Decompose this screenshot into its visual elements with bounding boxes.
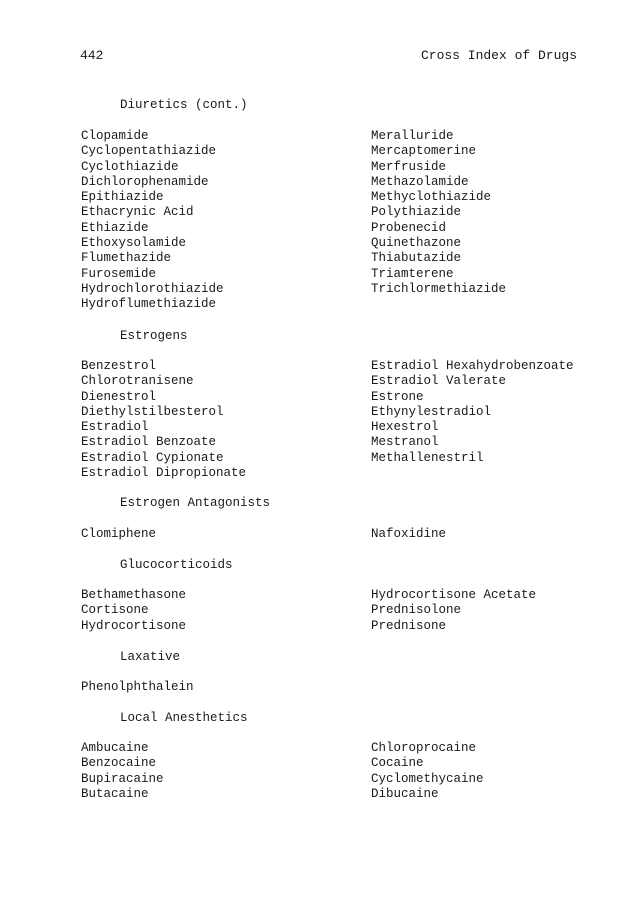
drug-entry: Hydrocortisone Acetate [371,588,537,602]
drug-entry: Quinethazone [371,236,462,251]
section-heading-laxative: Laxative [120,650,181,664]
drug-entry: Ethiazide [81,220,149,235]
drug-entry: Dienestrol [81,389,157,404]
drug-entry: Hydrocortisone [81,618,187,633]
drug-entry: Ethoxysolamide [81,236,187,251]
drug-list-estrogen-antagonists-right [371,527,446,542]
drug-entry: Hydroflumethiazide [81,297,217,312]
drug-entry: Estradiol Valerate [371,374,507,389]
drug-entry: Methallenestril [371,450,484,465]
drug-entry: Estradiol [81,420,149,435]
drug-entry: Polythiazide [371,205,462,220]
drug-entry: Diethylstilbesterol [81,404,224,419]
drug-entry: Ambucaine [81,741,149,755]
section-heading-diuretics: Diuretics (cont.) [120,98,248,112]
section-heading-local-anesthetics: Local Anesthetics [120,711,248,725]
drug-list-estrogens-right [371,359,574,466]
drug-entry: Cyclothiazide [81,159,179,174]
drug-entry: Prednisone [371,618,447,633]
drug-entry: Cortisone [81,603,149,618]
section-heading-estrogens: Estrogens [120,329,188,343]
drug-entry: Nafoxidine [371,527,447,541]
drug-list-laxative-left [81,680,194,695]
drug-entry: Furosemide [81,266,157,281]
drug-entry: Dichlorophenamide [81,174,209,189]
drug-list-diuretics-left [81,129,224,313]
drug-list-glucocorticoids-left [81,588,186,634]
drug-list-local-anesthetics-left [81,741,164,802]
drug-list-estrogens-left [81,359,246,481]
drug-entry: Estrone [371,389,424,404]
drug-entry: Clopamide [81,129,149,143]
drug-entry: Estradiol Hexahydrobenzoate [371,359,574,373]
page-number: 442 [80,48,104,63]
drug-list-diuretics-right [371,129,506,297]
drug-entry: Triamterene [371,266,454,281]
drug-entry: Cyclomethycaine [371,771,484,786]
drug-entry: Cyclopentathiazide [81,144,217,159]
drug-entry: Chloroprocaine [371,741,477,755]
drug-entry: Probenecid [371,220,447,235]
drug-entry: Estradiol Dipropionate [81,466,247,481]
drug-entry: Prednisolone [371,603,462,618]
drug-entry: Hydrochlorothiazide [81,281,224,296]
drug-list-local-anesthetics-right [371,741,484,802]
drug-entry: Trichlormethiazide [371,281,507,296]
running-head: Cross Index of Drugs [420,48,577,63]
drug-entry: Estradiol Cypionate [81,450,224,465]
drug-entry: Methazolamide [371,174,469,189]
drug-entry: Methyclothiazide [371,190,492,205]
drug-entry: Phenolphthalein [81,680,194,694]
section-heading-estrogen-antagonists: Estrogen Antagonists [120,496,271,510]
drug-entry: Thiabutazide [371,251,462,266]
drug-entry: Estradiol Benzoate [81,435,217,450]
drug-entry: Butacaine [81,786,149,801]
drug-entry: Clomiphene [81,527,157,541]
drug-entry: Chlorotranisene [81,374,194,389]
drug-entry: Flumethazide [81,251,172,266]
drug-entry: Epithiazide [81,190,164,205]
drug-entry: Dibucaine [371,786,439,801]
drug-entry: Bethamethasone [81,588,187,602]
drug-list-estrogen-antagonists-left [81,527,156,542]
drug-entry: Hexestrol [371,420,439,435]
drug-entry: Ethynylestradiol [371,404,492,419]
section-heading-glucocorticoids: Glucocorticoids [120,558,233,572]
drug-entry: Benzocaine [81,756,157,771]
drug-list-glucocorticoids-right [371,588,536,634]
drug-entry: Mestranol [371,435,439,450]
drug-entry: Bupiracaine [81,771,164,786]
drug-entry: Ethacrynic Acid [81,205,194,220]
drug-entry: Benzestrol [81,359,157,373]
drug-entry: Meralluride [371,129,454,143]
drug-entry: Mercaptomerine [371,144,477,159]
drug-entry: Merfruside [371,159,447,174]
drug-entry: Cocaine [371,756,424,771]
